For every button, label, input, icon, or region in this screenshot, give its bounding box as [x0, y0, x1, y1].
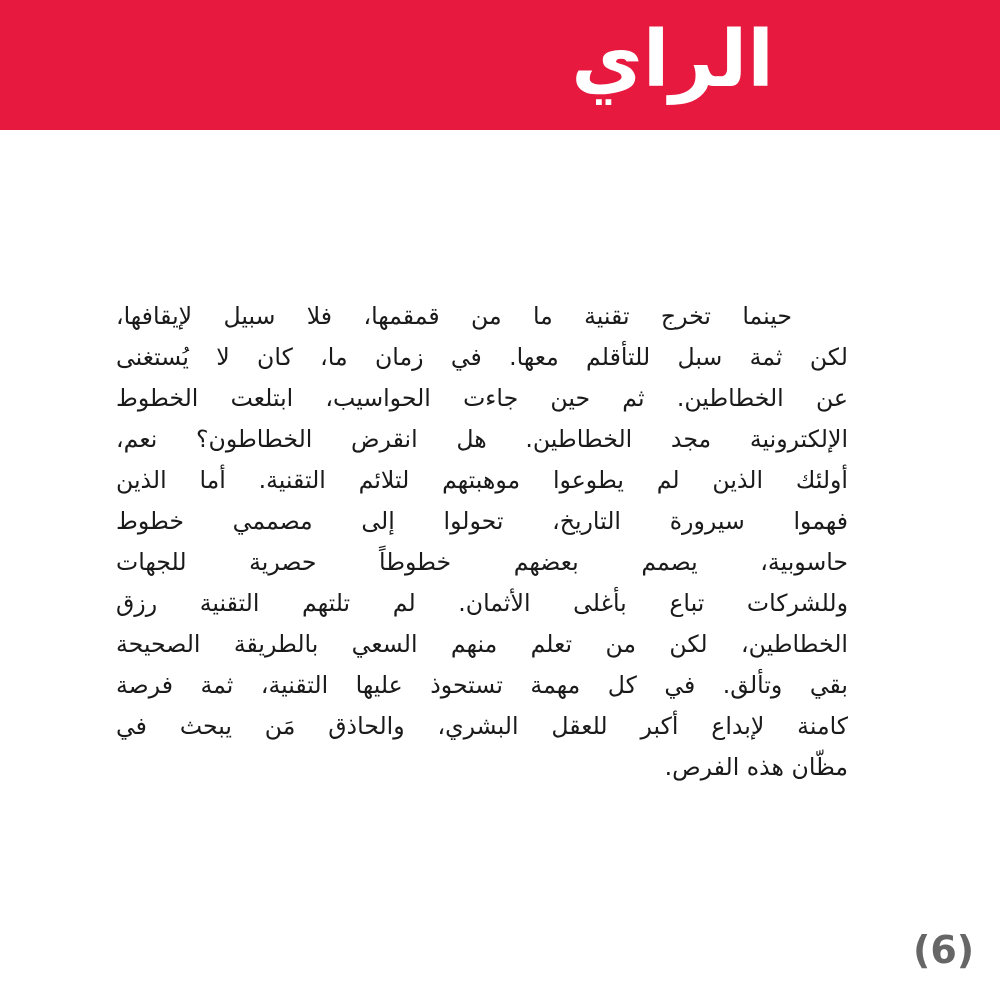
alrai-logo: الراي [571, 15, 774, 105]
article-line: مظّان هذه الفرص. [664, 753, 848, 781]
article-line: حاسوبية، يصمم بعضهم خطوطاً حصرية للجهات [116, 548, 848, 576]
article-line: لكن ثمة سبل للتأقلم معها. في زمان ما، كان لا يُستغنى [116, 343, 848, 371]
article-line: الإلكترونية مجد الخطاطين. هل انقرض الخطاطون؟ نعم، [116, 425, 848, 453]
article-line: عن الخطاطين. ثم حين جاءت الحواسيب، ابتلعت الخطوط [116, 384, 848, 412]
article-line: حينما تخرج تقنية ما من قمقمها، فلا سبيل لإيقافها، [116, 302, 792, 330]
page-number: (6) [913, 928, 975, 972]
article-line: كامنة لإبداع أكبر للعقل البشري، والحاذق مَن يبحث في [116, 712, 848, 740]
article-line: بقي وتألق. في كل مهمة تستحوذ عليها التقنية، ثمة فرصة [116, 671, 848, 699]
article-body [116, 296, 848, 788]
article-line: الخطاطين، لكن من تعلم منهم السعي بالطريقة الصحيحة [116, 630, 848, 658]
header-bar [0, 0, 1000, 130]
article-line: أولئك الذين لم يطوعوا موهبتهم لتلائم التقنية. أما الذين [116, 466, 848, 494]
article-line: فهموا سيرورة التاريخ، تحولوا إلى مصممي خطوط [116, 507, 848, 535]
article-line: وللشركات تباع بأغلى الأثمان. لم تلتهم التقنية رزق [116, 589, 848, 617]
